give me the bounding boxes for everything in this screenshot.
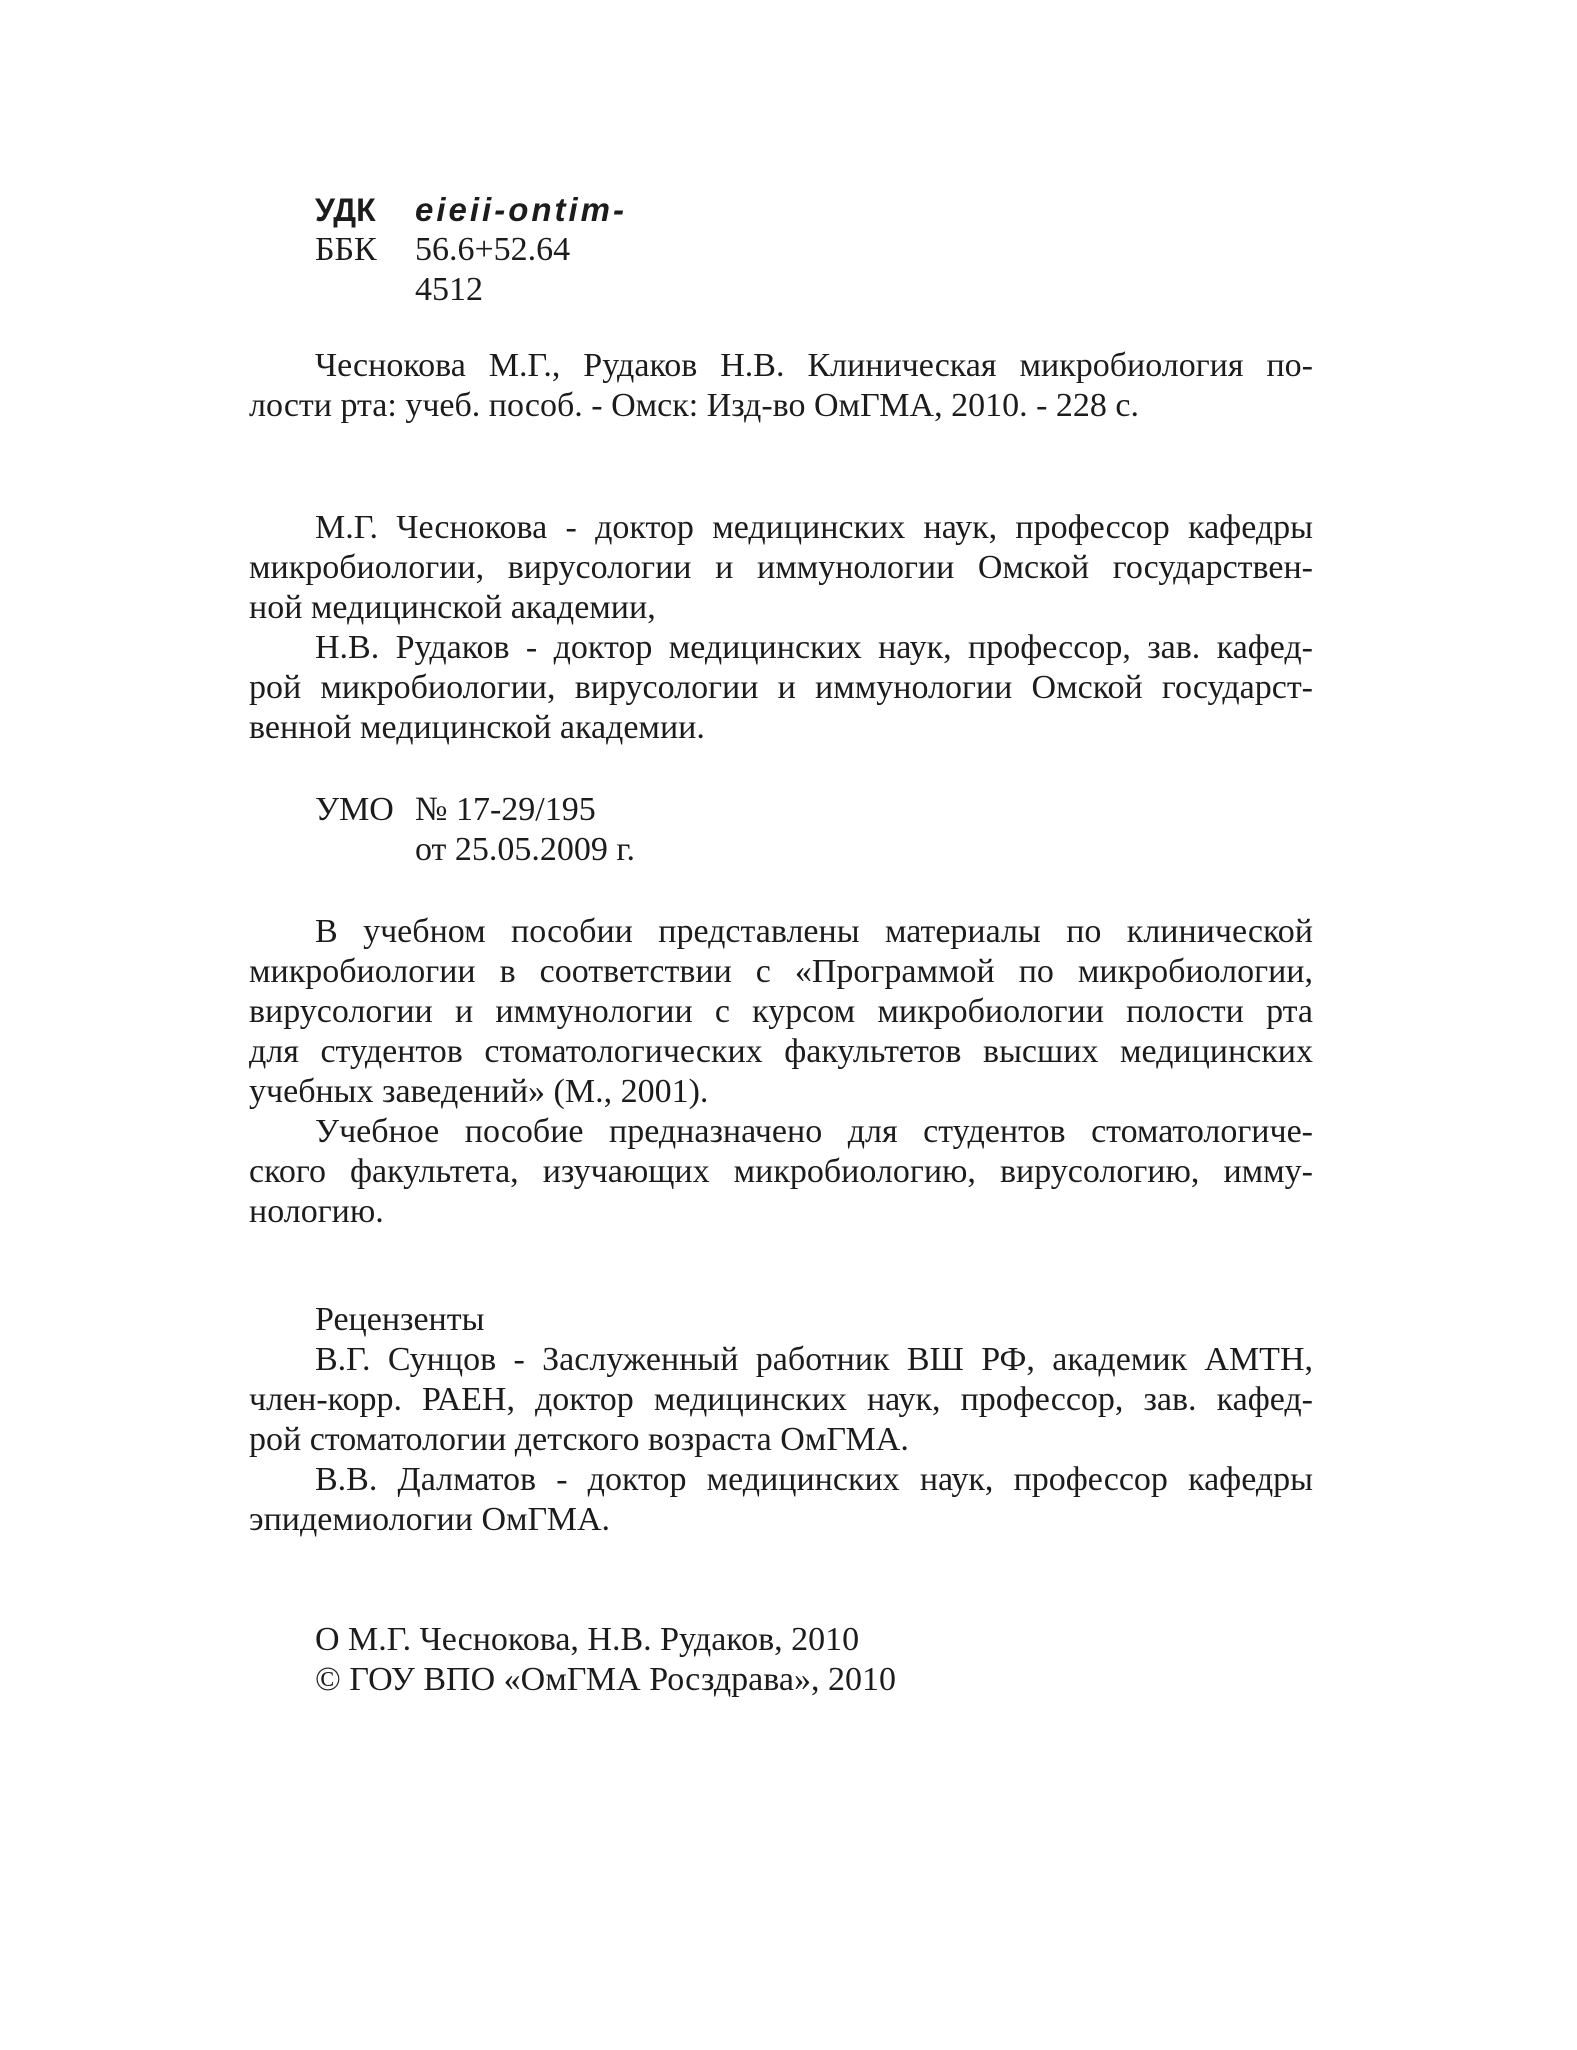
annotation-section — [249, 912, 1313, 1232]
udc-label: УДК — [315, 192, 376, 228]
annotation-line: ского факультета, изучающих микробиологию, вирусологию, имму- — [249, 1153, 1313, 1190]
classification-block — [249, 190, 1313, 310]
author-line: рой микробиологии, вирусологии и иммунологии Омской государст- — [249, 669, 1313, 706]
copyright-publisher: © ГОУ ВПО «ОмГМА Росздрава», 2010 — [315, 1661, 896, 1698]
reviewer-line: член-корр. РАЕН, доктор медицинских наук, профессор, зав. кафед- — [249, 1381, 1313, 1418]
author-code: 4512 — [415, 271, 483, 308]
annotation-line: Учебное пособие предназначено для студентов стоматологиче- — [315, 1113, 1313, 1150]
udc-row — [249, 190, 1313, 230]
annotation-line: для студентов стоматологических факультетов высших медицинских — [249, 1033, 1313, 1070]
annotation-line: нологию. — [249, 1193, 384, 1230]
document-page — [249, 0, 1313, 2050]
citation-line: Чеснокова М.Г., Рудаков Н.В. Клиническая микробиология по- — [315, 347, 1313, 384]
umo-block — [249, 790, 1313, 870]
bbk-label: ББК — [315, 231, 377, 268]
author-line: Н.В. Рудаков - доктор медицинских наук, профессор, зав. кафед- — [315, 629, 1313, 666]
citation-paragraph — [249, 346, 1313, 426]
reviewer-line: В.В. Далматов - доктор медицинских наук, профессор кафедры — [315, 1461, 1313, 1498]
umo-date: от 25.05.2009 г. — [415, 831, 636, 868]
citation-line: лости рта: учеб. пособ. - Омск: Изд-во ОмГМА, 2010. - 228 с. — [249, 387, 1139, 424]
reviewer-line: эпидемиологии ОмГМА. — [249, 1501, 611, 1538]
bbk-value: 56.6+52.64 — [415, 231, 571, 268]
author-code-row — [249, 270, 1313, 310]
author-line: М.Г. Чеснокова - доктор медицинских наук, профессор кафедры — [315, 509, 1313, 546]
reviewers-section — [249, 1300, 1313, 1540]
annotation-line: учебных заведений» (М., 2001). — [249, 1073, 709, 1110]
annotation-line: вирусологии и иммунологии с курсом микробиологии полости рта — [249, 993, 1313, 1030]
reviewer-line: В.Г. Сунцов - Заслуженный работник ВШ РФ, академик АМТН, — [315, 1341, 1313, 1378]
annotation-line: микробиологии в соответствии с «Программой по микробиологии, — [249, 953, 1313, 990]
copyright-authors: О М.Г. Чеснокова, Н.В. Рудаков, 2010 — [315, 1621, 860, 1658]
author-line: микробиологии, вирусологии и иммунологии Омской государствен- — [249, 549, 1313, 586]
author-line: ной медицинской академии, — [249, 589, 656, 626]
umo-date-row — [249, 830, 1313, 870]
reviewer-line: рой стоматологии детского возраста ОмГМА. — [249, 1421, 909, 1458]
reviewers-heading: Рецензенты — [315, 1301, 485, 1338]
umo-number: № 17-29/195 — [415, 791, 596, 828]
bbk-row — [249, 230, 1313, 270]
authors-section — [249, 508, 1313, 748]
copyright-section — [249, 1620, 1313, 1700]
author-line: венной медицинской академии. — [249, 709, 705, 746]
umo-row — [249, 790, 1313, 830]
udc-value: eieii-ontim- — [415, 191, 628, 228]
umo-label: УМО — [315, 791, 394, 828]
annotation-line: В учебном пособии представлены материалы по клинической — [315, 913, 1313, 950]
